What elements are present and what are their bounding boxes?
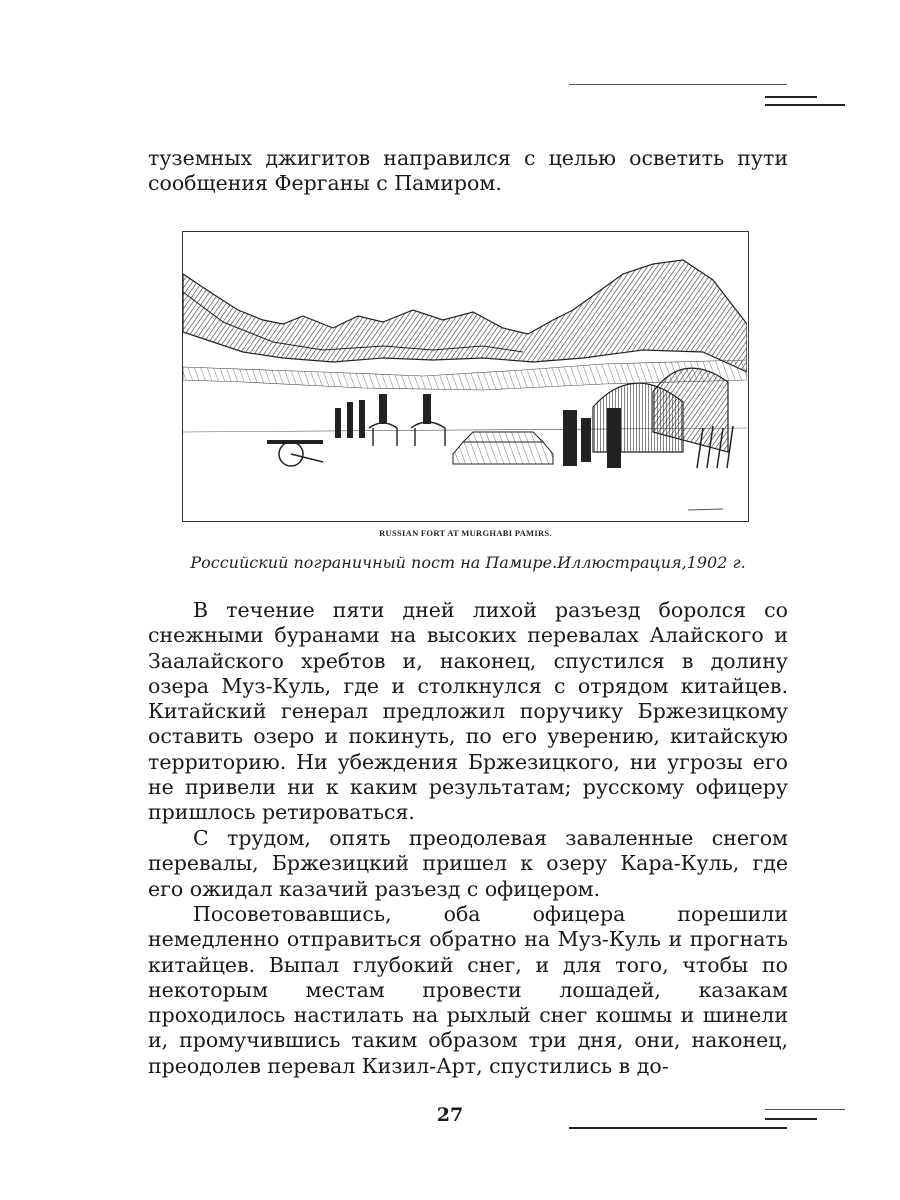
decorative-rule-bottom-thin	[765, 1109, 845, 1110]
paragraph-2: С трудом, опять преодолевая заваленные снегом перевалы, Бржезицкий пришел к озеру Кара-Куль, где его ожидал казачий разъезд с офицером.	[148, 826, 788, 901]
paragraph-3: Посоветовавшись, оба офицера порешили немедленно отправиться обратно на Муз-Куль и прогнать китайцев. Выпал глубокий снег, и для того, чтобы по некоторым местам провести лошадей, казакам проходилось настилать на рыхлый снег кошмы и шинели и, промучившись таким образом три дня, они, наконец, преодолев перевал Кизил-Арт, спустились в до-	[148, 902, 788, 1078]
page-number: 27	[436, 1104, 464, 1126]
figure-plate-caption: RUSSIAN FORT AT MURGHABI PAMIRS.	[379, 528, 552, 538]
decorative-rule-bottom-long	[569, 1127, 787, 1129]
figure-caption: Российский пограничный пост на Памире.Иллюстрация,1902 г.	[190, 553, 746, 572]
engraving-drawing	[183, 232, 747, 520]
decorative-rule-bottom-short	[765, 1118, 817, 1120]
decorative-rule-top-short	[765, 96, 817, 98]
decorative-rule-top-long	[765, 104, 845, 106]
decorative-rule-top-thin	[569, 84, 787, 85]
text-continuation: туземных джигитов направился с целью осветить пути сообщения Ферганы с Памиром.	[148, 146, 788, 196]
illustration-russian-fort	[182, 231, 749, 522]
paragraph-1: В течение пяти дней лихой разъезд боролся со снежными буранами на высоких перевалах Алайского и Заалайского хребтов и, наконец, спустился в долину озера Муз-Куль, где и столкнулся с отрядом китайцев. Китайский генерал предложил поручику Бржезицкому оставить озеро и покинуть, по его уверению, китайскую территорию. Ни убеждения Бржезицкого, ни угрозы его не привели ни к каким результатам; русскому офицеру пришлось ретироваться.	[148, 598, 788, 825]
